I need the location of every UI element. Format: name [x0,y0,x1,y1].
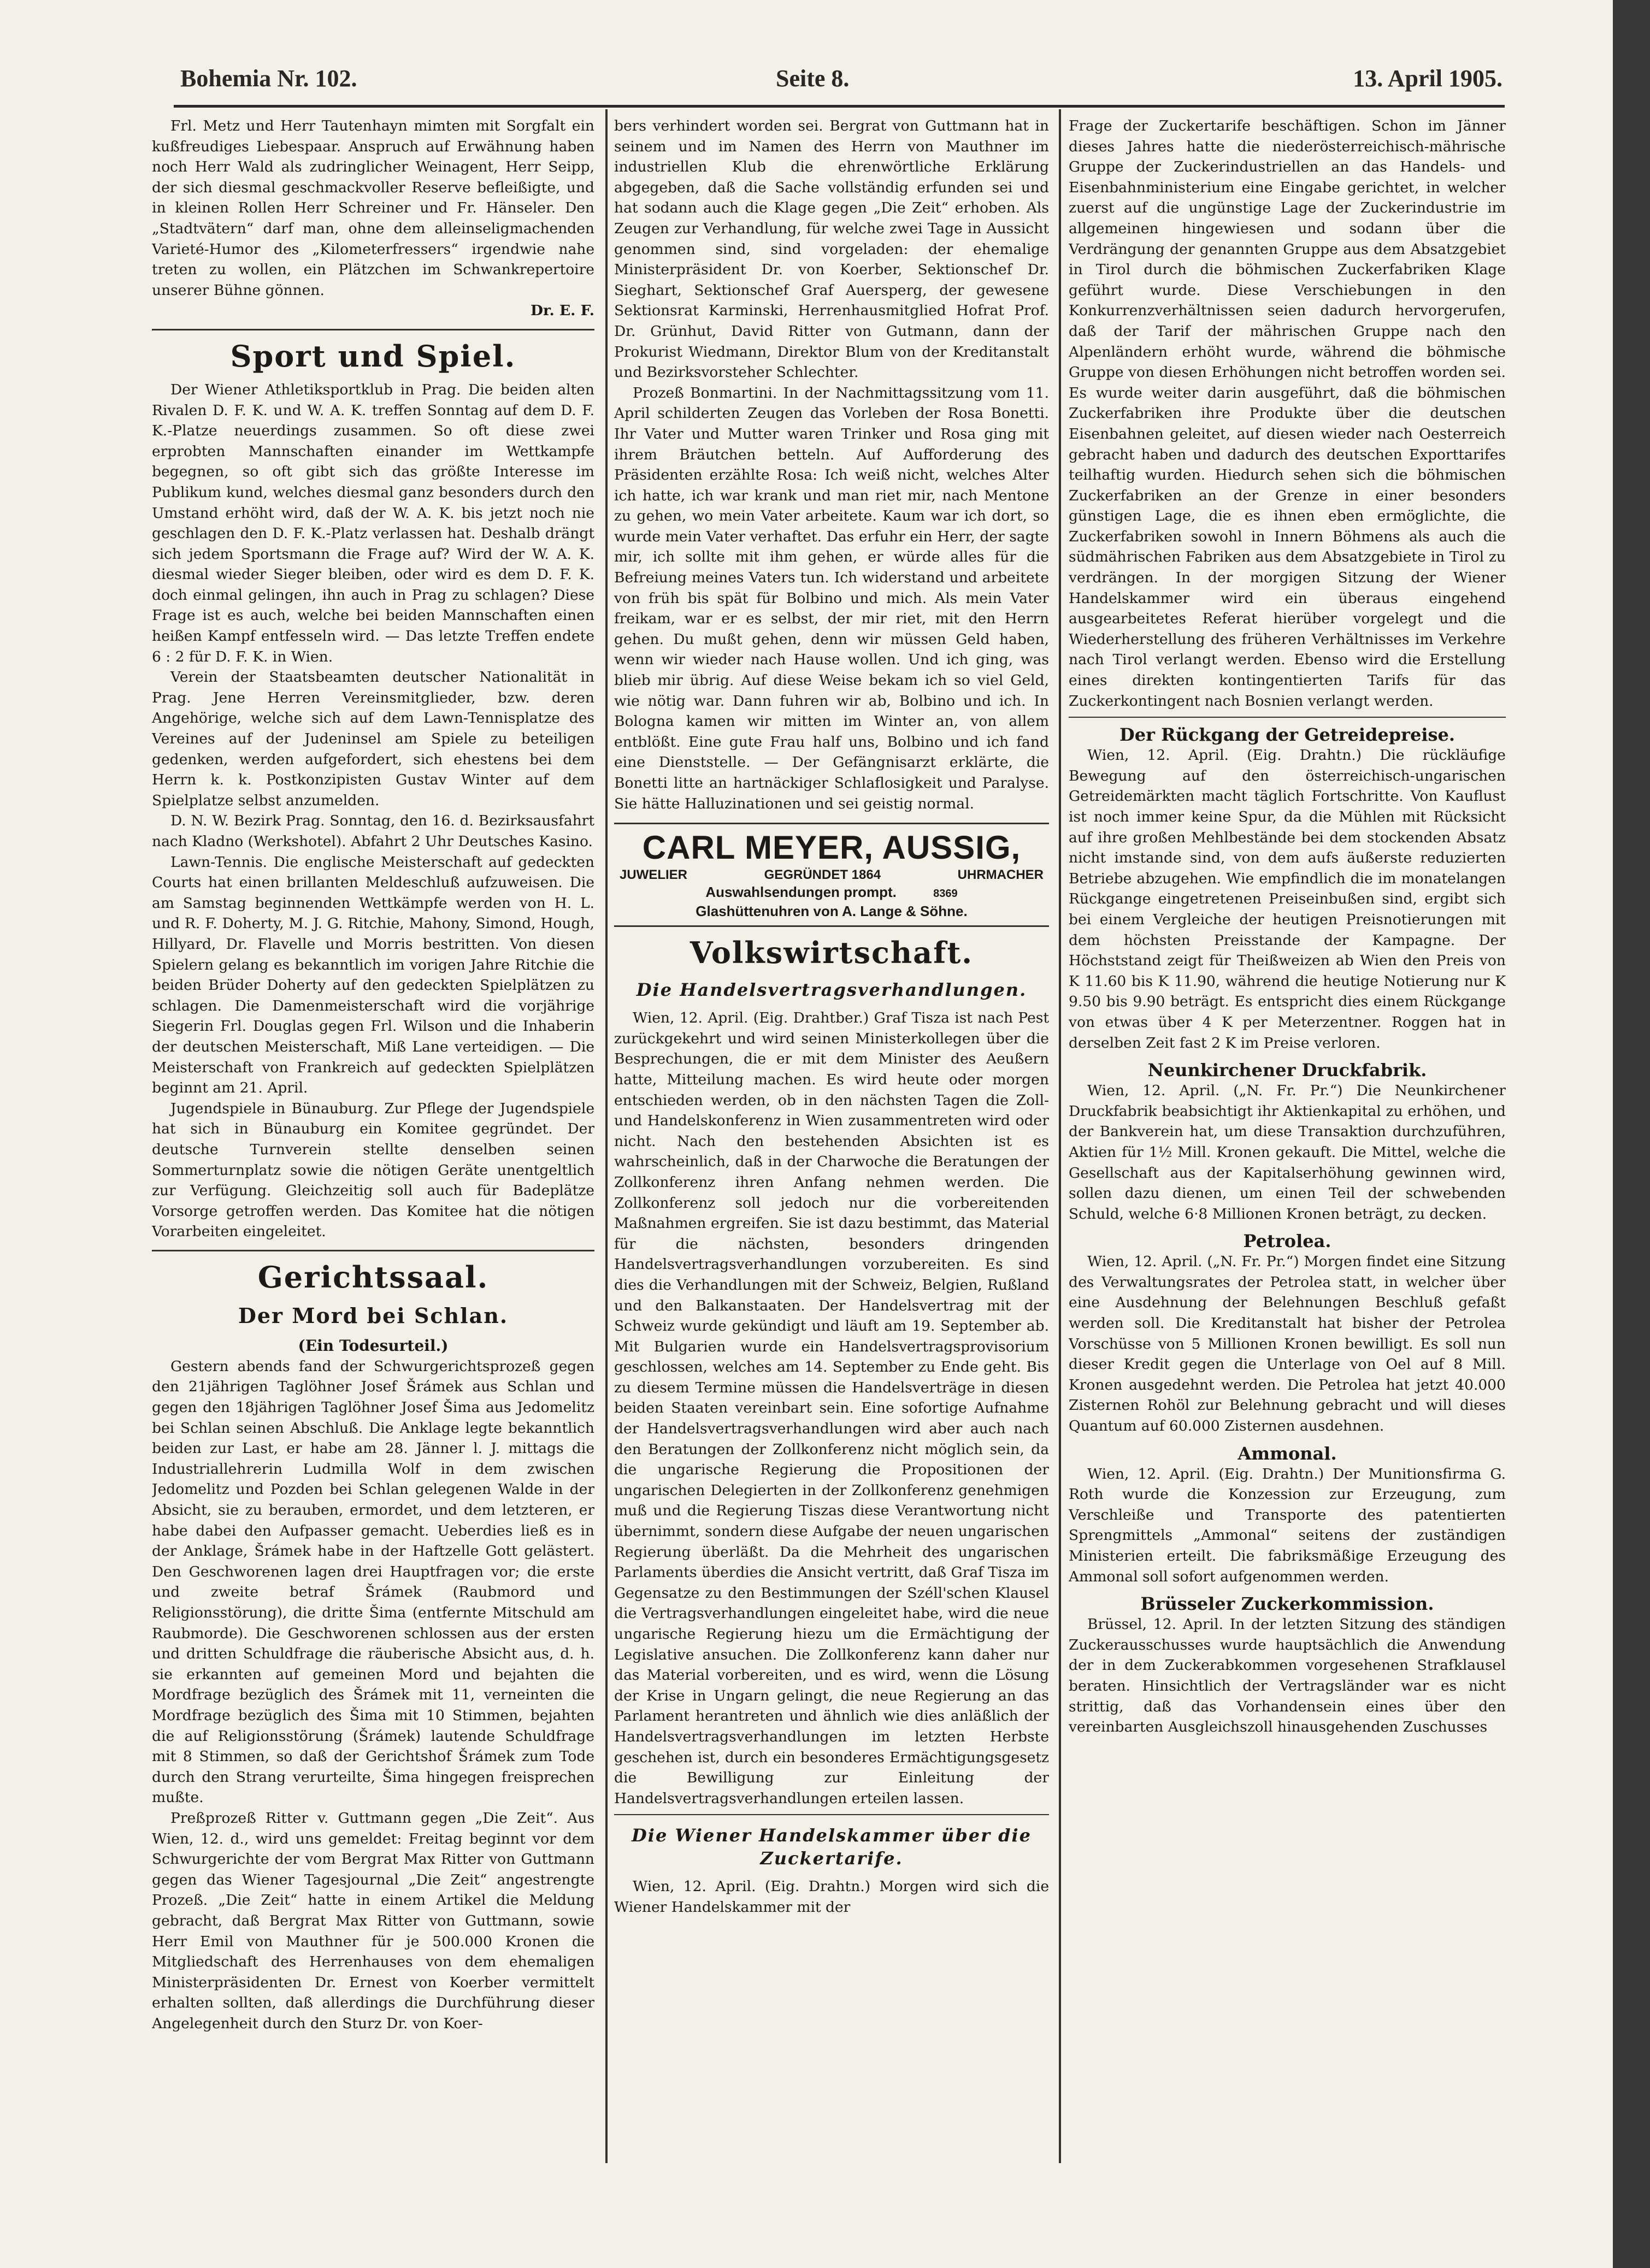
article-paragraph: Der Wiener Athletiksportklub in Prag. Die beiden alten Rivalen D. F. K. und W. A. K. treffen Sonntag auf dem D. F. K.-Platze neuerdings zusammen. So oft diese zwei erprobten Mannschaften einander im Wettkampfe begegnen, so oft gibt sich das größte Interesse im Publikum kund, welches diesmal ganz besonders durch den Umstand erhöht wird, daß der W. A. K. bis jetzt noch nie geschlagen den D. F. K.-Platz verlassen hat. Deshalb drängt sich jedem Sportsmann die Frage auf? Wird der W. A. K. diesmal wieder Sieger bleiben, oder wird es dem D. F. K. doch einmal gelingen, ihn auch in Prag zu schlagen? Diese Frage ist es auch, welche bei beiden Mannschaften einen heißen Kampf entfesseln wird. — Das letzte Treffen endete 6 : 2 für D. F. K. in Wien. [152,381,594,665]
section-divider [152,329,594,330]
article-subheading: (Ein Todesurteil.) [298,1336,449,1355]
article-heading-brussels: Brüsseler Zuckerkommission. [1140,1593,1434,1615]
ad-left-label: JUWELIER [620,867,688,883]
article-paragraph: Wien, 12. April. („N. Fr. Pr.“) Die Neunkirchener Druckfabrik beabsichtigt ihr Aktienkapital zu erhöhen, und der Bankverein hat, um diese Transaktion durchzuführen, Aktien für 1½ Mill. Kronen gekauft. Die Mittel, welche die Gesellschaft aus der Kapitalserhöhung gewinnen wird, sollen dazu dienen, um einen Teil der schwebenden Schuld, welche 6·8 Millionen Kronen beträgt, zu decken. [1069,1082,1506,1222]
article-paragraph: Frage der Zuckertarife beschäftigen. Schon im Jänner dieses Jahres hatte die niederösterreichisch-mährische Gruppe der Zuckerindustriellen an das Handels- und Eisenbahnministerium eine Eingabe gerichtet, in welcher zuerst auf die ungünstige Lage der Zuckerindustrie im allgemeinen hingewiesen und sodann über die Verdrängung der genannten Gruppe aus dem Absatzgebiet in Tirol durch die böhmischen Zuckerfabriken Klage geführt wurde. Diese Verschiebungen in den Konkurrenzverhältnissen seien dadurch hervorgerufen, daß der Tarif der mährischen Gruppe nach den Alpenländern erhöht wurde, während die böhmische Gruppe von diesen Erhöhungen nicht betroffen worden sei. Es wurde weiter darin ausgeführt, daß die böhmischen Zuckerfabriken ihre Produkte über die deutschen Eisenbahnen geleitet, auf diesen wieder nach Oesterreich gebracht haben und dadurch des deutschen Exporttarifes teilhaftig wurden. Hiedurch sehen sich die böhmischen Zuckerfabriken an der Grenze in einer besonders günstigen Lage, die es ihnen eben ermöglichte, die Zuckerfabriken sowohl in Innern Böhmens als auch die südmährischen Fabriken aus dem Absatzgebiete in Tirol zu verdrängen. In der morgigen Sitzung der Wiener Handelskammer wird ein überaus eingehend ausgearbeitetes Referat hierüber vorgelegt und die Wiederherstellung des früheren Verhältnisses im Verkehre nach Tirol verlangt werden. Ebenso wird die Erstellung eines direkten kontingentierten Tarifs für das Zuckerkontingent nach Bosnien verlangt werden. [1069,117,1506,710]
article-heading-petrolea: Petrolea. [1243,1231,1331,1252]
article-paragraph: bers verhindert worden sei. Bergrat von Guttmann hat in seinem und im Namen des Herrn von Mauthner im industriellen Klub die ehrenwörtliche Erklärung abgegeben, daß die Sache vollständig erfunden sei und hat sodann auch die Klage gegen „Die Zeit“ erhoben. Als Zeugen zur Verhandlung, für welche zwei Tage in Aussicht genommen sind, sind vorgeladen: der ehemalige Ministerpräsident Dr. von Koerber, Sektionschef Dr. Sieghart, Sektionschef Graf Auersperg, der gewesene Sektionsrat Karminski, Herrenhausmitglied Hofrat Prof. Dr. Grünhut, David Ritter von Gutmann, dann der Prokurist Wiedmann, Direktor Blum von der Kreditanstalt und Bezirksvorsteher Schlechter. [614,117,1049,381]
article-paragraph: Wien, 12. April. (Eig. Drahtber.) Graf Tisza ist nach Pest zurückgekehrt und wird seinen Ministerkollegen über die Besprechungen, die er mit dem Minister des Aeußern hatte, Mitteilung machen. Es wird heute oder morgen entschieden werden, ob in den nächsten Tagen die Zoll- und Handelskonferenz in Wien zusammentreten wird oder nicht. Nach den bestehenden Absichten ist es wahrscheinlich, daß in der Charwoche die Beratungen der Zollkonferenz ihren Anfang nehmen werden. Die Zollkonferenz soll jedoch nur die vorbereitenden Maßnahmen ergreifen. Sie ist dazu bestimmt, das Material für die nächsten, besonders dringenden Handelsvertragsverhandlungen vorzubereiten. Es sind dies die Verhandlungen mit der Schweiz, Belgien, Rußland und den Balkanstaaten. Der Handelsvertrag mit der Schweiz wurde gekündigt und läuft am 19. September ab. Mit Bulgarien wurde ein Handelsvertragsprovisorium geschlossen, welches am 14. September zu Ende geht. Bis zu diesem Termine müssen die Handelsverträge in diesen beiden Staaten vereinbart sein. Eine sofortige Aufnahme der Handelsvertragsverhandlungen wird aber auch nach den Beratungen der Zollkonferenz nicht möglich sein, da die ungarische Regierung die Propositionen der ungarischen Delegierten in der Zollkonferenz genehmigen muß und die Regierung Tiszas diese Verantwortung nicht übernimmt, sondern diese Aufgabe der neuen ungarischen Regierung überläßt. Da die Mehrheit des ungarischen Parlaments überdies die Ansicht vertritt, daß Graf Tisza im Gegensatze zu den Bestimmungen der Széll'schen Klausel die Vertragsverhandlungen eingeleitet habe, wird die neue ungarische Regierung hiezu um die Ermächtigung der Legislative ansuchen. Die Zollkonferenz kann daher nur das Material vorbereiten, und es wird, wenn die Lösung der Krise in Ungarn gelingt, die neue Regierung an das Parlament herantreten und ähnlich wie dies anläßlich der Handelsvertragsverhandlungen im letzten Herbste geschehen ist, durch ein besonderes Ermächtigungsgesetz die Bewilligung zur Einleitung der Handelsvertragsverhandlungen erteilen lassen. [614,1009,1049,1807]
theater-review-end: Frl. Metz und Herr Tautenhayn mimten mit Sorgfalt ein kußfreudiges Liebespaar. Anspruch auf Erwähnung haben noch Herr Wald als zudringlicher Weinagent, Herr Seipp, der sich diesmal geschmackvoller Reserve befleißigte, und in kleinen Rollen Herr Schreiner und Fr. Hänseler. Den „Stadtvätern“ darf man, ohne dem alleinseligmachenden Varieté-Humor des „Kilometerfressers“ irgendwie nahe treten zu wollen, ein Plätzchen im Schwankrepertoire unserer Bühne gönnen. [152,117,594,299]
review-signature: Dr. E. F. [531,302,594,320]
article-paragraph: Lawn-Tennis. Die englische Meisterschaft auf gedeckten Courts hat einen brillanten Meldeschluß aufzuweisen. Die am Samstag beginnenden Wettkämpfe werden von H. L. und R. F. Doherty, M. J. G. Ritchie, Mahony, Simond, Hough, Hillyard, Dr. Flavelle und Morris bestritten. Von diesen Spielern gelang es bekanntlich im vorigen Jahre Ritchie die beiden Brüder Doherty auf den gedeckten Spielplätzen zu schlagen. Die Damenmeisterschaft wird die vorjährige Siegerin Frl. Douglas gegen Frl. Wilson und die Inhaberin der deutschen Meisterschaft, Miß Lane verteidigen. — Die Meisterschaft von Frankreich auf gedeckten Spielplätzen beginnt am 21. April. [152,853,594,1097]
header-rule [174,105,1505,108]
article-heading-grain: Der Rückgang der Getreidepreise. [1119,724,1455,746]
article-paragraph: Wien, 12. April. (Eig. Drahtn.) Die rückläufige Bewegung auf den österreichisch-ungarischen Getreidemärkten macht täglich Fortschritte. Von Kauflust ist noch immer keine Spur, da die Mühlen mit Rücksicht auf ihre großen Mehlbestände bei dem stockenden Absatz nicht imstande sind, von dem aufs äußerste reduzierten Betriebe abzugehen. Wie empfindlich die im monatelangen Rückgange eingetretenen Preiseinbußen sind, ergibt sich bei einem Vergleiche der heutigen Preisnotierungen mit dem höchsten Preisstande der Kampagne. Der Höchststand zeigt für Theißweizen ab Wien den Preis von K 11.60 bis K 11.90, während die heutige Notierung nur K 9.50 bis 9.90 beträgt. Es entspricht dies einem Rückgange von etwas über 4 K per Meterzentner. Roggen hat in derselben Zeit fast 2 K im Preise verloren. [1069,747,1506,1052]
section-divider [152,1250,594,1251]
article-paragraph: Preßprozeß Ritter v. Guttmann gegen „Die Zeit“. Aus Wien, 12. d., wird uns gemeldet: Freitag beginnt vor dem Schwurgerichte der vom Bergrat Max Ritter von Guttmann gegen das Wiener Tagesjournal „Die Zeit“ angestrengte Prozeß. „Die Zeit“ hatte in einem Artikel die Meldung gebracht, daß Bergrat Max Ritter von Guttmann, sowie Herr Emil von Mauthner für je 500.000 Kronen die Mitgliedschaft des Herrenhauses von dem ehemaligen Ministerpräsidenten Dr. Ernest von Koerber vermittelt erhalten sollten, daß allerdings die Durchführung dieser Angelegenheit durch den Sturz Dr. von Koer- [152,1809,594,2032]
column-divider [605,109,608,2163]
article-paragraph: Wien, 12. April. („N. Fr. Pr.“) Morgen findet eine Sitzung des Verwaltungsrates der Petrolea statt, in welcher über eine Ausdehnung der Belehnungen Beschluß gefaßt werden soll. Die Kreditanstalt hat bisher der Petrolea Vorschüsse von 5 Millionen Kronen bewilligt. Es soll nun dieser Kredit gegen die Unterlage von Oel auf 8 Mill. Kronen ausgedehnt werden. Die Petrolea hat jetzt 40.000 Zisternen Rohöl zur Belehnung gebracht und will dieses Quantum auf 60.000 Zisternen ausdehnen. [1069,1253,1506,1435]
article-paragraph: Jugendspiele in Bünauburg. Zur Pflege der Jugendspiele hat sich in Bünauburg ein Komitee gegründet. Der deutsche Turnverein stellte denselben seinen Sommerturnplatz sowie die nötigen Geräte unentgeltlich zur Verfügung. Gleichzeitig soll auch für Badeplätze Vorsorge getroffen werden. Das Komitee hat die nötigen Vorarbeiten eingeleitet. [152,1100,594,1241]
ad-tagline [614,867,1049,883]
article-heading-trade: Die Handelsvertragsverhandlungen. [636,979,1027,1001]
ad-founded: GEGRÜNDET 1864 [764,867,881,883]
page-header [180,64,1502,103]
ad-company-name: CARL MEYER, AUSSIG, [642,829,1021,866]
article-paragraph: D. N. W. Bezirk Prag. Sonntag, den 16. d. Bezirksausfahrt nach Kladno (Werkshotel). Abfahrt 2 Uhr Deutsches Kasino. [152,812,594,850]
page-edge [1613,0,1650,2268]
column-1 [152,116,594,2159]
advertisement [614,823,1049,927]
article-heading-murder: Der Mord bei Schlan. [238,1303,509,1328]
article-paragraph: Wien, 12. April. (Eig. Drahtn.) Der Munitionsfirma G. Roth wurde die Konzession zur Erzeugung, zum Verschleiße und Transporte des patentierten Sprengmittels „Ammonal“ seitens der zuständigen Ministerien erteilt. Die fabriksmäßige Erzeugung des Ammonal soll sofort aufgenommen werden. [1069,1465,1506,1585]
article-heading-neunkirchen: Neunkirchener Druckfabrik. [1147,1060,1427,1081]
ad-shipping [614,883,1049,902]
article-paragraph: Brüssel, 12. April. In der letzten Sitzung des ständigen Zuckerausschusses wurde hauptsächlich die Anwendung der in dem Zuckerabkommen vorgesehenen Strafklausel beraten. Hinsichtlich der Vertragsländer war es nicht strittig, daß das Vorhandensein eines über den vereinbarten Ausgleichszoll hinausgehenden Zuschusses [1069,1616,1506,1736]
ad-right-label: UHRMACHER [957,867,1044,883]
ad-number: 8369 [933,888,958,900]
header-page-number: Seite 8. [776,65,850,92]
article-heading-ammonal: Ammonal. [1238,1443,1337,1464]
ad-watches: Glashüttenuhren von A. Lange & Söhne. [696,903,968,920]
article-paragraph: Gestern abends fand der Schwurgerichtsprozeß gegen den 21jährigen Taglöhner Josef Šrámek aus Schlan und gegen den 18jährigen Taglöhner Josef Šima aus Jedomelitz bei Schlan seinen Abschluß. Die Anklage legte bekanntlich beiden zur Last, er habe am 28. Jänner l. J. mittags die Industriallehrerin Ludmilla Wolf in dem zwischen Jedomelitz und Pozden bei Schlan gelegenen Walde in der Absicht, sie zu berauben, ermordet, und dem letzteren, er habe dabei den Aufpasser gemacht. Ueberdies ließ es in der Anklage, Šrámek habe in der Haftzelle Gott gelästert. Den Geschworenen lagen drei Hauptfragen vor; die erste und zweite betraf Šrámek (Raubmord und Religionsstörung), die dritte Šima (entfernte Mitschuld am Raubmorde). Die Geschworenen schlossen aus der ersten und dritten Schuldfrage die räuberische Absicht aus, d. h. sie erkannten auf gemeinen Mord und bejahten die Mordfrage bezüglich des Šrámek mit 11, verneinten die Mordfrage bezüglich des Šima mit 10 Stimmen, bejahten die auf Religionsstörung (Šrámek) lautende Schuldfrage mit 8 Stimmen, so daß der Gerichtshof Šrámek zum Tode durch den Strang verurteilte, Šima hingegen freisprechen mußte. [152,1357,594,1806]
column-3 [1069,116,1506,2159]
section-heading-sport: Sport und Spiel. [230,338,516,374]
article-divider [614,1814,1049,1815]
column-divider [1059,109,1061,2163]
article-heading-chamber: Die Wiener Handelskammer über die Zuckertarife. [632,1825,1032,1869]
article-paragraph: Wien, 12. April. (Eig. Drahtn.) Morgen wird sich die Wiener Handelskammer mit der [614,1878,1049,1916]
header-publication: Bohemia Nr. 102. [180,65,357,92]
section-heading-court: Gerichtssaal. [257,1259,489,1295]
article-paragraph: Prozeß Bonmartini. In der Nachmittagssitzung vom 11. April schilderten Zeugen das Vorleben der Rosa Bonetti. Ihr Vater und Mutter waren Trinker und Rosa ging mit ihrem Bräutchen betteln. Auf Aufforderung des Präsidenten erzählte Rosa: Ich weiß nicht, welches Alter ich hatte, ich war krank und man riet mir, nach Mentone zu gehen, wo mein Vater arbeitete. Kaum war ich dort, so wurde mein Vater verhaftet. Das erfuhr ein Herr, der sagte mir, ich sollte mit ihm gehen, er würde alles für die Befreiung meines Vaters tun. Ich widerstand und arbeitete von früh bis spät für Bolbino und mich. Als mein Vater freikam, war er es selbst, der mir riet, mit den Herrn gehen. Du mußt gehen, denn wir müssen Geld haben, wenn wir wieder nach Hause wollen. Und ich ging, was blieb mir übrig. Auf diese Weise bekam ich so viel Geld, wie nötig war. Dann fuhren wir ab, Bolbino und ich. In Bologna kamen wir mitten im Winter an, von allem entblößt. Eine gute Frau half uns, Bolbino und ich fand eine Dienststelle. — Der Gefängnisarzt erklärte, die Bonetti litte an hartnäckiger Schlaflosigkeit und Paralyse. Sie hätte Halluzinationen und sei geistig normal. [614,384,1049,812]
article-paragraph: Verein der Staatsbeamten deutscher Nationalität in Prag. Jene Herren Vereinsmitglieder, bzw. deren Angehörige, welche sich auf dem Lawn-Tennisplatze des Vereines auf der Judeninsel am Spiele zu beteiligen gedenken, werden aufgefordert, sich ehestens bei dem Herrn k. k. Postkonzipisten Gustav Winter auf dem Spielplatze selbst anzumelden. [152,669,594,809]
header-date: 13. April 1905. [1353,65,1502,92]
article-divider [1069,717,1506,718]
ad-shipping-text: Auswahlsendungen prompt. [705,884,897,901]
column-2 [614,116,1049,2159]
section-heading-economy: Volkswirtschaft. [690,935,974,971]
